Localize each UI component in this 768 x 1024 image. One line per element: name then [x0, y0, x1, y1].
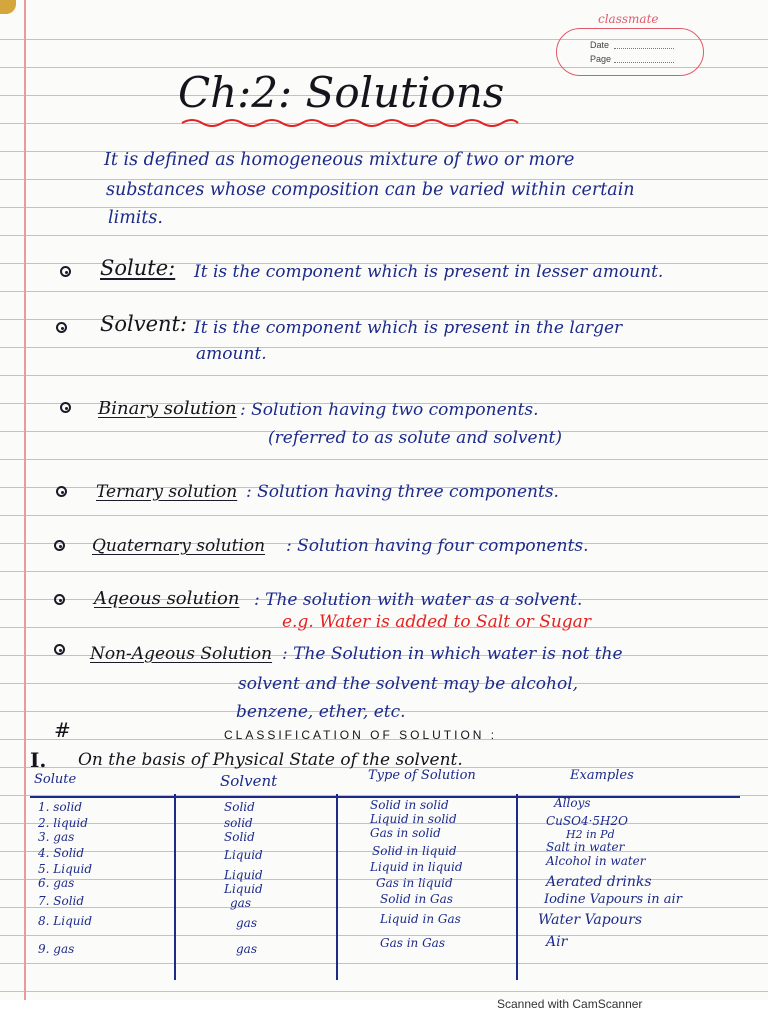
table-header-examples: Examples: [570, 768, 634, 783]
corner-tab: [0, 0, 16, 14]
bullet-icon: [60, 266, 71, 277]
term-solvent: Solvent:: [100, 312, 188, 336]
definition-line-2: substances whose composition can be varied within certain: [106, 180, 635, 200]
stamp-page-line: [614, 62, 674, 63]
table-cell-solute: 8. Liquid: [38, 914, 92, 928]
table-header-solvent: Solvent: [220, 772, 278, 790]
term-aqueous-solution: Aqeous solution: [94, 588, 240, 609]
page-title: Ch:2: Solutions: [178, 68, 505, 117]
table-cell-solute: 9. gas: [38, 942, 75, 956]
bullet-icon: [60, 402, 71, 413]
definition-ternary: : Solution having three components.: [246, 482, 559, 502]
table-cell-solute: 6. gas: [38, 876, 75, 890]
table-cell-solvent: Liquid: [224, 848, 263, 862]
definition-line-3: limits.: [108, 208, 163, 228]
table-column-divider: [516, 794, 518, 980]
title-red-underline: [180, 116, 520, 130]
table-column-divider: [336, 794, 338, 980]
definition-aqueous: : The solution with water as a solvent.: [254, 590, 583, 610]
table-cell-example: Air: [546, 934, 568, 950]
stamp-brand: classmate: [598, 12, 659, 26]
bullet-icon: [56, 322, 67, 333]
stamp-date-label: Date: [590, 40, 610, 50]
stamp-page-label: Page: [590, 54, 612, 64]
table-cell-type: Gas in solid: [370, 826, 441, 840]
bullet-icon: [54, 540, 65, 551]
section-number: I.: [30, 748, 47, 772]
definition-binary-line-2: (referred to as solute and solvent): [268, 428, 562, 448]
scanner-watermark: Scanned with CamScanner: [497, 997, 643, 1011]
table-cell-solvent: gas: [236, 916, 257, 930]
table-column-divider: [174, 794, 176, 980]
table-cell-solute: 2. liquid: [38, 816, 88, 830]
table-cell-example: Aerated drinks: [546, 874, 652, 890]
bullet-icon: [56, 486, 67, 497]
table-cell-solvent: gas: [230, 896, 251, 910]
definition-non-aqueous-line-1: : The Solution in which water is not the: [282, 644, 623, 664]
table-cell-solvent: Liquid: [224, 868, 263, 882]
table-cell-type: Liquid in solid: [370, 812, 457, 826]
table-cell-solute: 5. Liquid: [38, 862, 92, 876]
term-ternary-solution: Ternary solution: [96, 482, 238, 502]
aqueous-example: e.g. Water is added to Salt or Sugar: [282, 612, 591, 632]
table-cell-type: Solid in Gas: [380, 892, 453, 906]
term-solute: Solute:: [100, 256, 176, 280]
table-cell-example: Alloys: [554, 796, 591, 810]
table-cell-solute: 1. solid: [38, 800, 83, 814]
table-cell-example: Salt in water: [546, 840, 625, 854]
margin-line: [24, 0, 26, 1000]
table-cell-solvent: Liquid: [224, 882, 263, 896]
definition-solvent-line-2: amount.: [196, 344, 267, 364]
table-cell-type: Liquid in liquid: [370, 860, 463, 874]
definition-non-aqueous-line-3: benzene, ether, etc.: [236, 702, 406, 722]
table-cell-example: CuSO4·5H2O: [546, 814, 628, 828]
definition-solute: It is the component which is present in lesser amount.: [194, 262, 664, 282]
table-cell-example: Alcohol in water: [546, 854, 646, 868]
table-cell-solvent: solid: [224, 816, 253, 830]
bullet-icon: [54, 644, 65, 655]
definition-solvent-line-1: It is the component which is present in the larger: [194, 318, 623, 338]
table-cell-example: Iodine Vapours in air: [544, 892, 682, 907]
date-page-stamp: [556, 28, 704, 76]
table-cell-solvent: Solid: [224, 800, 255, 814]
hash-mark: #: [54, 718, 71, 742]
table-cell-type: Gas in Gas: [380, 936, 445, 950]
table-cell-solvent: Solid: [224, 830, 255, 844]
term-non-aqueous-solution: Non-Ageous Solution: [90, 644, 273, 664]
table-cell-solute: 3. gas: [38, 830, 75, 844]
table-cell-example: Water Vapours: [538, 912, 643, 928]
classification-heading: CLASSIFICATION OF SOLUTION :: [224, 728, 498, 742]
table-cell-example: H2 in Pd: [566, 828, 615, 841]
table-header-solute: Solute: [34, 772, 77, 787]
bullet-icon: [54, 594, 65, 605]
table-cell-type: Gas in liquid: [376, 876, 453, 890]
table-cell-type: Solid in liquid: [372, 844, 457, 858]
term-quaternary-solution: Quaternary solution: [92, 536, 266, 556]
table-cell-solute: 7. Solid: [38, 894, 85, 908]
section-title: On the basis of Physical State of the solvent.: [78, 750, 463, 770]
table-cell-type: Solid in solid: [370, 798, 449, 812]
definition-quaternary: : Solution having four components.: [286, 536, 589, 556]
table-header-type: Type of Solution: [368, 768, 476, 783]
table-cell-solute: 4. Solid: [38, 846, 85, 860]
definition-line-1: It is defined as homogeneous mixture of two or more: [104, 150, 575, 170]
table-cell-solvent: gas: [236, 942, 257, 956]
term-binary-solution: Binary solution: [98, 398, 237, 419]
table-cell-type: Liquid in Gas: [380, 912, 461, 926]
definition-binary-line-1: : Solution having two components.: [240, 400, 539, 420]
stamp-date-line: [614, 48, 674, 49]
definition-non-aqueous-line-2: solvent and the solvent may be alcohol,: [238, 674, 579, 694]
